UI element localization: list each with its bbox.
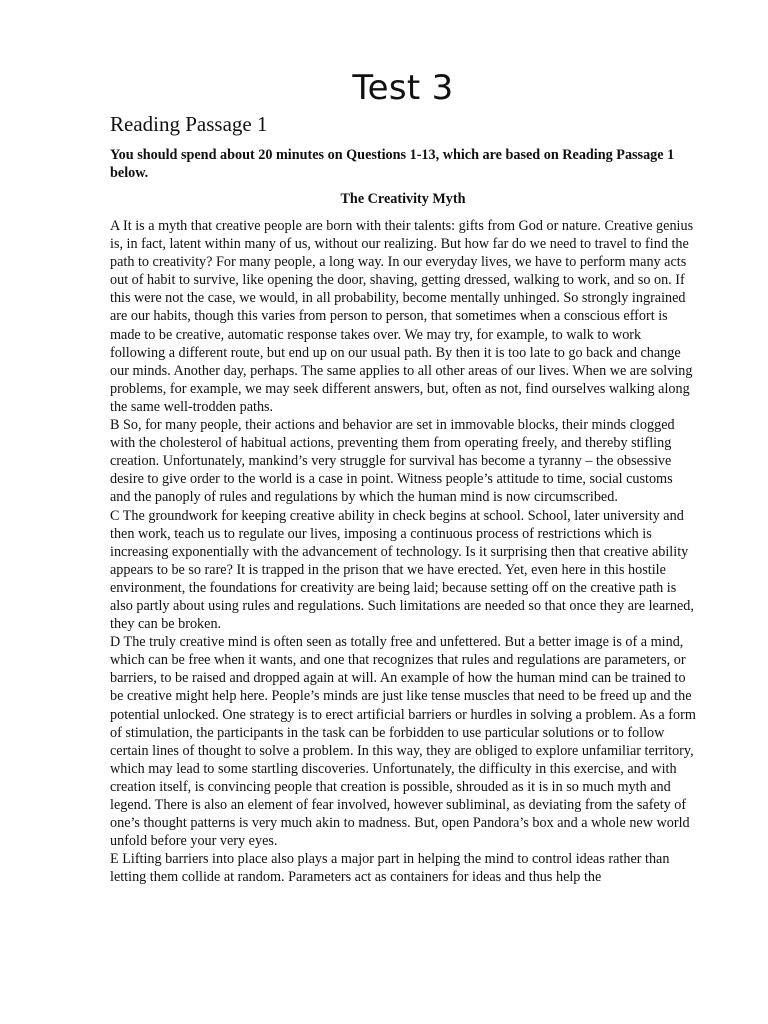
passage-title: The Creativity Myth xyxy=(340,191,466,207)
page-title: Test 3 xyxy=(352,68,454,108)
section-heading: Reading Passage 1 xyxy=(110,112,268,136)
paragraph-c: C The groundwork for keeping creative ability in check begins at school. School, later university and then work, teach us to regulate our lives, imposing a continuous process of restrictions which is increasing exponentially with the advancement of technology. Is it surprising then that creative ability appears to be so rare? It is trapped in the prison that we have erected. Yet, even here in this hostile environment, the foundations for creativity are being laid; because setting off on the creative path is also partly about using rules and regulations. Such limitations are needed so that once they are learned, they can be broken. xyxy=(110,507,694,633)
passage-body xyxy=(110,217,696,886)
paragraph-e: E Lifting barriers into place also plays a major part in helping the mind to control ideas rather than letting them collide at random. Parameters act as containers for ideas and thus help the xyxy=(110,851,670,886)
paragraph-b: B So, for many people, their actions and behavior are set in immovable blocks, their minds clogged with the cholesterol of habitual actions, preventing them from operating freely, and thereby stifling creation. Unfortunately, mankind’s very struggle for survival has become a tyranny – the obsessive desire to give order to the world is a case in point. Witness people’s attitude to time, social customs and the panoply of rules and regulations by which the human mind is now circumscribed. xyxy=(110,417,675,506)
paragraph-a: A It is a myth that creative people are born with their talents: gifts from God or nature. Creative genius is, in fact, latent within many of us, without our realizing. But how far do we need to travel to find the path to creativity? For many people, a long way. In our everyday lives, we have to perform many acts out of habit to survive, like opening the door, shaving, getting dressed, walking to work, and so on. If this were not the case, we would, in all probability, become mentally unhinged. So strongly ingrained are our habits, though this varies from person to person, that sometimes when a conscious effort is made to be creative, automatic response takes over. We may try, for example, to walk to work following a different route, but end up on our usual path. By then it is too late to go back and change our minds. Another day, perhaps. The same applies to all other areas of our lives. When we are solving problems, for example, we may seek different answers, but, often as not, find ourselves walking along the same well-trodden paths. xyxy=(110,218,694,415)
instruction-text: You should spend about 20 minutes on Questions 1-13, which are based on Reading Passage 1 below. xyxy=(110,147,675,181)
document-page xyxy=(110,66,696,886)
paragraph-d: D The truly creative mind is often seen as totally free and unfettered. But a better image is of a mind, which can be free when it wants, and one that recognizes that rules and regulations are parameters, or barriers, to be raised and dropped again at will. An example of how the human mind can be trained to be creative might help here. People’s minds are just like tense muscles that need to be freed up and the potential unlocked. One strategy is to erect artificial barriers or hurdles in solving a problem. As a form of stimulation, the participants in the task can be forbidden to use particular solutions or to follow certain lines of thought to solve a problem. In this way, they are obliged to explore unfamiliar territory, which may lead to some startling discoveries. Unfortunately, the difficulty in this exercise, and with creation itself, is convincing people that creation is possible, shrouded as it is in so much myth and legend. There is also an element of fear involved, however subliminal, as deviating from the safety of one’s thought patterns is very much akin to madness. But, open Pandora’s box and a whole new world unfold before your very eyes. xyxy=(110,634,696,850)
